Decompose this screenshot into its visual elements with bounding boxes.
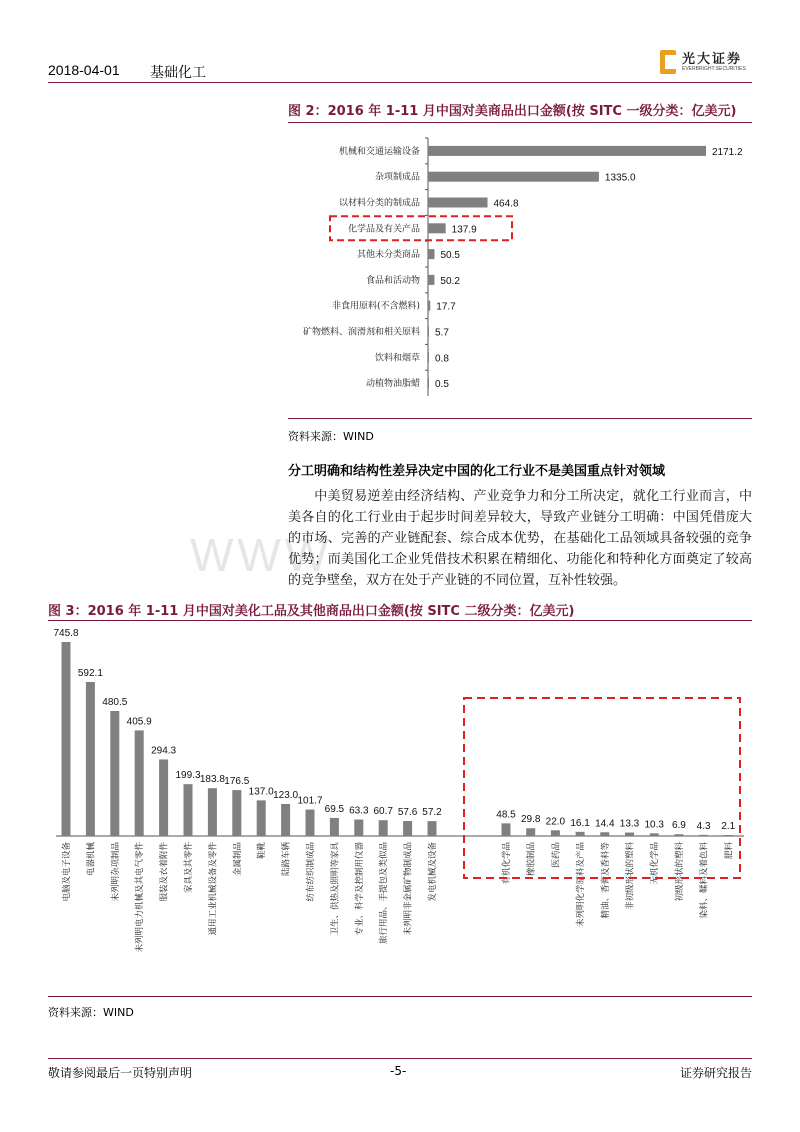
logo-name-en: EVERBRIGHT SECURITIES <box>682 66 746 72</box>
fig3-category-label-group <box>281 842 292 877</box>
fig3-category-label: 未列明电力机械及其电气零件 <box>135 842 146 953</box>
fig3-bar <box>403 821 412 836</box>
fig3-bar <box>379 820 388 836</box>
header-rule <box>48 82 752 83</box>
fig3-category-label: 服装及衣着附件 <box>159 842 170 902</box>
fig3-bar <box>86 682 95 836</box>
fig3-category-label-group <box>550 842 561 868</box>
fig3-category-label: 橡胶制品 <box>526 842 537 877</box>
fig3-category-label: 精油、香膏及香料等 <box>600 842 611 919</box>
fig3-category-label-group <box>256 842 267 860</box>
fig2-value-label: 0.8 <box>435 353 449 365</box>
fig3-category-label: 卫生、供热及照明等家具 <box>330 842 341 936</box>
fig3-bar <box>576 832 585 836</box>
fig3-category-label-group <box>403 842 414 936</box>
fig2-bar <box>428 198 488 208</box>
fig3-value-label: 183.8 <box>199 774 225 786</box>
fig3-bar <box>650 833 659 836</box>
fig2-value-label: 50.2 <box>440 275 460 287</box>
fig3-value-label: 63.3 <box>349 805 369 817</box>
fig3-bar <box>110 711 119 836</box>
fig3-value-label: 69.5 <box>324 803 345 815</box>
fig3-category-label-group <box>427 842 438 902</box>
fig3-value-label: 4.3 <box>696 820 711 832</box>
fig3-category-label-group <box>305 842 316 902</box>
figure2-source-rule <box>288 418 752 419</box>
fig3-value-label: 60.7 <box>373 806 393 818</box>
report-sector: 基础化工 <box>150 65 206 81</box>
fig3-category-label: 专业、科学及控制用仪器 <box>354 842 365 936</box>
fig3-category-label: 陆路车辆 <box>281 842 292 877</box>
figure2-source: 资料来源：WIND <box>288 430 374 443</box>
fig3-value-label: 176.5 <box>224 776 250 788</box>
fig2-category-label: 非食用原料(不含燃料) <box>331 301 420 312</box>
company-logo <box>660 48 756 78</box>
fig2-category-label: 矿物燃料、润滑剂和相关原料 <box>302 327 420 338</box>
fig3-bar <box>724 835 733 836</box>
fig3-category-label: 电器机械 <box>86 842 97 877</box>
fig2-bar <box>428 172 599 182</box>
footer-rule <box>48 1058 752 1059</box>
fig2-category-label: 食品和活动物 <box>365 275 420 286</box>
fig2-value-label: 17.7 <box>436 301 456 313</box>
fig2-bar <box>428 275 434 285</box>
fig2-value-label: 2171.2 <box>712 146 743 158</box>
fig3-category-label: 未列明化学原料及产品 <box>576 842 587 928</box>
footer-disclaimer: 敬请参阅最后一页特别声明 <box>48 1066 193 1080</box>
fig3-value-label: 592.1 <box>77 667 103 679</box>
fig2-category-label: 动植物油脂蜡 <box>365 379 420 390</box>
fig3-value-label: 14.4 <box>595 818 615 830</box>
fig3-bar <box>135 730 144 836</box>
fig3-category-label-group <box>723 842 734 860</box>
fig3-value-label: 405.9 <box>126 716 152 728</box>
fig3-category-label-group <box>61 842 72 902</box>
fig3-value-label: 123.0 <box>273 790 299 802</box>
fig2-value-label: 5.7 <box>435 327 449 339</box>
fig3-value-label: 745.8 <box>53 628 79 639</box>
fig3-category-label-group <box>699 842 710 919</box>
fig3-bar <box>625 833 634 836</box>
section-paragraph-text: 中美贸易逆差由经济结构、产业竞争力和分工所决定，就化工行业而言，中美各自的化工行业由于起步时间差异较大，导致产业链分工明确：中国凭借庞大的市场、完善的产业链配套、综合成本优势，在基础化工品领域具备较强的竞争优势；而美国化工企业凭借技术积累在精细化、功能化和特种化方面奠定了较高的竞争壁垒，双方在处于产业链的不同位置，互补性较强。 <box>288 489 752 588</box>
fig3-value-label: 57.2 <box>422 807 442 819</box>
section-heading: 分工明确和结构性差异决定中国的化工行业不是美国重点针对领域 <box>288 464 666 479</box>
fig3-category-label-group <box>575 842 586 928</box>
fig3-bar <box>551 830 560 836</box>
fig3-category-label: 家具及其零件 <box>184 842 194 894</box>
fig3-category-label-group <box>110 842 121 902</box>
fig3-category-label-group <box>674 842 685 902</box>
fig3-category-label: 无机化学品 <box>650 842 661 885</box>
fig3-bar <box>428 821 437 836</box>
fig3-category-label: 非初级形状的塑料 <box>625 842 636 911</box>
fig3-category-label: 初级形状的塑料 <box>674 842 685 902</box>
fig3-bar <box>257 800 266 836</box>
fig3-category-label: 通用工业机械设备及零件 <box>208 842 219 936</box>
fig3-bar <box>526 828 535 836</box>
fig2-bar <box>428 249 434 259</box>
fig3-category-label: 旅行用品、手提包及类似品 <box>379 842 390 945</box>
fig2-category-label: 杂项制成品 <box>374 172 420 183</box>
fig2-category-label: 机械和交通运输设备 <box>338 146 420 157</box>
fig3-category-label: 金属制品 <box>232 842 243 877</box>
fig3-category-label-group <box>159 842 170 902</box>
report-date: 2018-04-01 <box>48 62 120 78</box>
fig3-bar <box>62 642 71 836</box>
figure2-chart <box>288 128 752 414</box>
fig2-category-label: 其他未分类商品 <box>356 250 420 261</box>
fig3-category-label: 纺布纺织制成品 <box>306 842 316 902</box>
fig2-bar <box>428 327 429 337</box>
fig2-value-label: 137.9 <box>451 224 477 236</box>
fig2-value-label: 0.5 <box>435 379 449 391</box>
fig3-bar <box>354 820 363 836</box>
fig2-value-label: 464.8 <box>493 198 519 210</box>
figure3-title: 图 3：2016 年 1-11 月中国对美化工品及其他商品出口金额(按 SITC 二级分类：亿美元) <box>48 604 575 619</box>
logo-name-cn: 光大证券 <box>682 52 743 67</box>
fig3-bar <box>208 788 217 836</box>
fig3-bar <box>184 784 193 836</box>
page-number: -5- <box>390 1064 407 1078</box>
fig3-value-label: 16.1 <box>570 817 590 829</box>
footer-report-type: 证券研究报告 <box>680 1066 753 1080</box>
fig2-bar <box>428 146 706 156</box>
fig3-category-label: 未列明杂项制品 <box>110 842 121 902</box>
fig2-category-label: 以材料分类的制成品 <box>338 198 420 209</box>
fig2-bar <box>428 352 429 362</box>
fig2-bar <box>428 301 430 311</box>
fig2-value-label: 1335.0 <box>604 172 636 184</box>
fig3-category-label: 有机化学品 <box>502 842 512 885</box>
section-paragraph <box>288 486 752 591</box>
fig3-value-label: 2.1 <box>721 821 736 832</box>
fig3-category-label: 肥料 <box>724 842 735 860</box>
fig3-bar <box>699 835 708 836</box>
fig3-value-label: 101.7 <box>297 795 323 807</box>
fig3-category-label-group <box>134 842 145 953</box>
fig3-category-label: 医药品 <box>551 842 562 868</box>
fig3-bar <box>674 834 683 836</box>
figure2-title-rule <box>288 122 752 123</box>
fig3-category-label-group <box>354 842 365 936</box>
figure3-title-rule <box>48 620 752 621</box>
fig3-bar <box>600 832 609 836</box>
fig3-category-label-group <box>232 842 243 877</box>
fig2-value-label: 50.5 <box>440 250 460 262</box>
fig3-value-label: 10.3 <box>644 819 664 831</box>
fig3-category-label: 发电机械及设备 <box>428 842 438 902</box>
fig3-category-label-group <box>207 842 218 936</box>
fig3-category-label-group <box>378 842 389 945</box>
fig3-category-label: 电脑及电子设备 <box>62 842 72 902</box>
fig3-category-label: 未列明非金属矿物制成品 <box>403 842 414 936</box>
fig3-bar <box>159 759 168 836</box>
fig3-category-label-group <box>85 842 96 877</box>
fig2-category-label: 化学品及有关产品 <box>347 224 420 235</box>
figure3-source-rule <box>48 996 752 997</box>
fig2-bar <box>428 223 446 233</box>
fig2-category-label: 饮料和烟草 <box>374 353 420 364</box>
figure3-chart <box>48 622 752 994</box>
fig3-bar <box>502 823 511 836</box>
fig3-bar <box>281 804 290 836</box>
fig3-category-label: 染料、鞣料及着色料 <box>699 842 710 919</box>
fig3-category-label-group <box>329 842 340 936</box>
fig3-value-label: 57.6 <box>397 807 418 819</box>
fig3-value-label: 137.0 <box>248 786 274 798</box>
logo-mark-icon <box>660 50 676 74</box>
figure3-source: 资料来源：WIND <box>48 1006 134 1019</box>
fig3-value-label: 48.5 <box>496 809 516 821</box>
fig3-value-label: 6.9 <box>671 820 686 832</box>
fig3-value-label: 199.3 <box>175 770 201 782</box>
fig3-value-label: 29.8 <box>520 814 541 826</box>
fig3-category-label-group <box>183 842 194 894</box>
fig3-bar <box>306 810 315 836</box>
watermark: WWW <box>190 529 333 581</box>
fig3-bar <box>232 790 241 836</box>
fig3-category-label-group <box>600 842 611 919</box>
fig3-value-label: 480.5 <box>102 697 128 709</box>
fig2-bar <box>428 378 429 388</box>
figure2-title: 图 2：2016 年 1-11 月中国对美商品出口金额(按 SITC 一级分类：亿美元) <box>288 104 737 119</box>
fig3-bar <box>330 818 339 836</box>
fig3-category-label: 鞋靴 <box>257 842 268 860</box>
fig3-category-label-group <box>625 842 636 911</box>
fig3-value-label: 294.3 <box>151 745 177 757</box>
fig3-category-label-group <box>526 842 537 877</box>
fig3-value-label: 22.0 <box>545 816 566 828</box>
fig3-value-label: 13.3 <box>619 818 640 830</box>
